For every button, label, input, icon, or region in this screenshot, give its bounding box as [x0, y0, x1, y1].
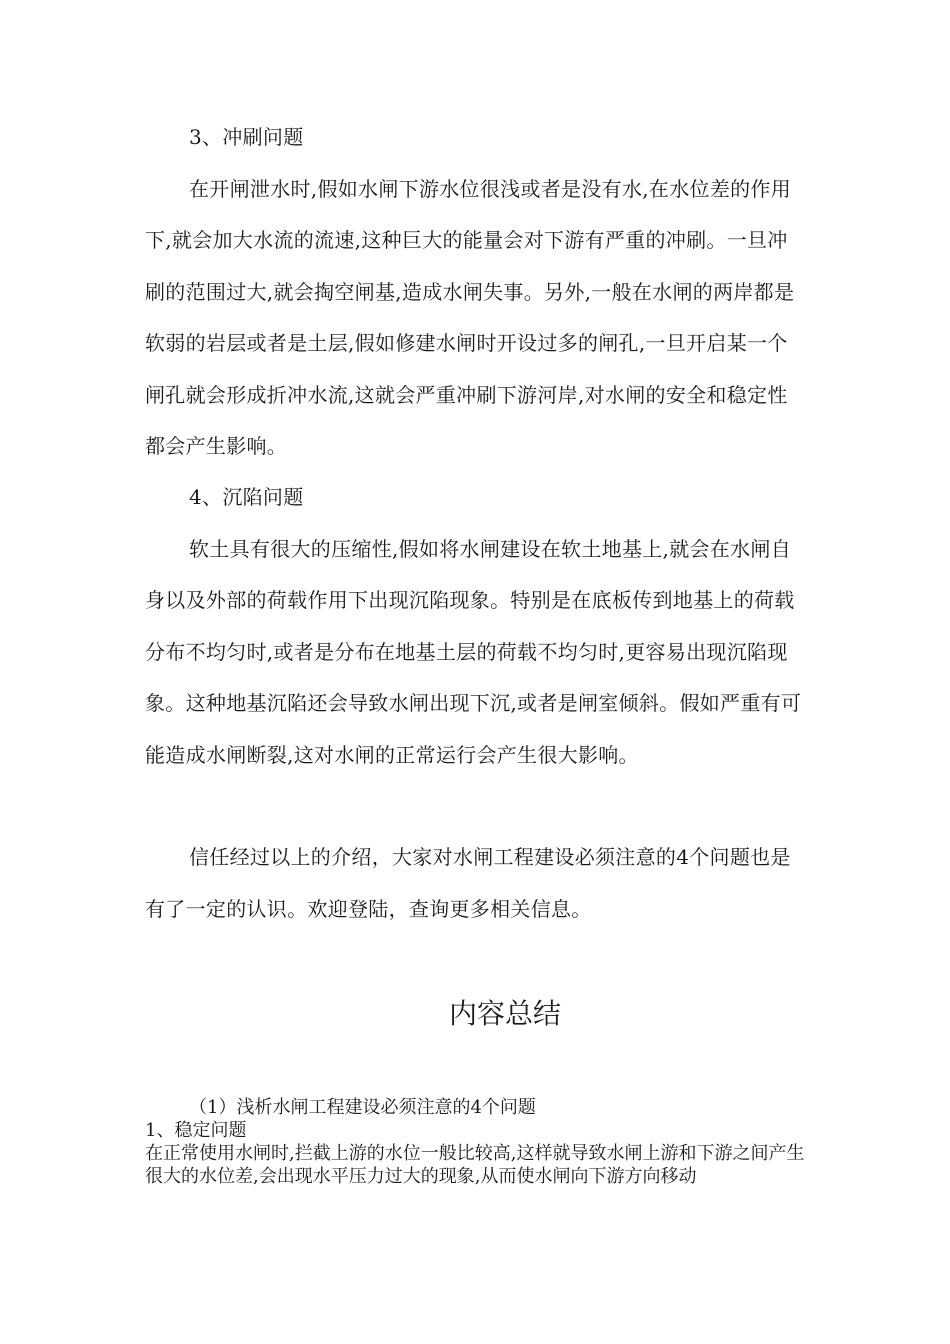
section-4	[145, 472, 807, 781]
summary-title: 内容总结	[448, 997, 561, 1030]
section-4-paragraph: 软土具有很大的压缩性,假如将水闸建设在软土地基上,就会在水闸自身以及外部的荷载作用下出现沉陷现象。特别是在底板传到地基上的荷载分布不均匀时,或者是分布在地基土层的荷载不均匀时,更容易出现沉陷现象。这种地基沉陷还会导致水闸出现下沉,或者是闸室倾斜。假如严重有可能造成水闸断裂,这对水闸的正常运行会产生很大影响。	[145, 536, 802, 767]
summary-item-heading: （1）浅析水闸工程建设必须注意的4个问题	[189, 1097, 536, 1118]
conclusion	[145, 832, 807, 935]
conclusion-paragraph: 信任经过以上的介绍，大家对水闸工程建设必须注意的4个问题也是有了一定的认识。欢迎登陆，查询更多相关信息。	[145, 845, 791, 921]
summary-block	[145, 1096, 805, 1188]
section-4-heading: 4、沉陷问题	[189, 485, 304, 509]
section-3-heading: 3、冲刷问题	[189, 125, 304, 149]
section-3-paragraph: 在开闸泄水时,假如水闸下游水位很浅或者是没有水,在水位差的作用下,就会加大水流的流速,这种巨大的能量会对下游有严重的冲刷。一旦冲刷的范围过大,就会掏空闸基,造成水闸失事。另外,一般在水闸的两岸都是软弱的岩层或者是土层,假如修建水闸时开设过多的闸孔,一旦开启某一个闸孔就会形成折冲水流,这就会严重冲刷下游河岸,对水闸的安全和稳定性都会产生影响。	[145, 176, 795, 458]
summary-text: 在正常使用水闸时,拦截上游的水位一般比较高,这样就导致水闸上游和下游之间产生很大的水位差,会出现水平压力过大的现象,从而使水闸向下游方向移动	[145, 1143, 805, 1187]
summary-sub-heading: 1、稳定问题	[145, 1120, 247, 1141]
section-3	[145, 112, 807, 473]
